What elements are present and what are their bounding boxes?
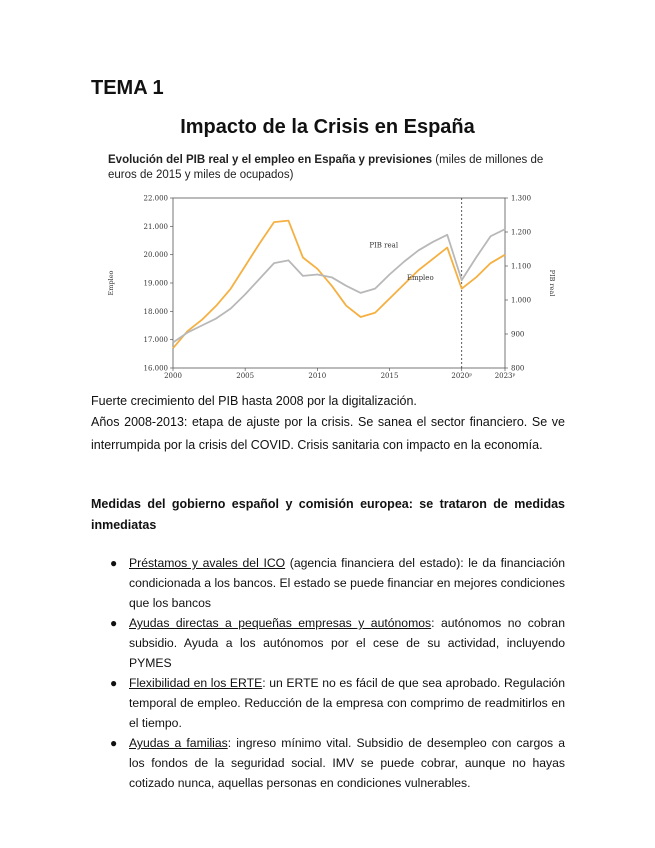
- bullet-icon: ●: [110, 616, 118, 630]
- measure-key: Ayudas a familias: [129, 736, 228, 750]
- y-left-tick-label: 17.000: [143, 336, 168, 345]
- chart-caption: [108, 153, 548, 183]
- y-left-axis-label: Empleo: [107, 270, 115, 296]
- measures-list: [91, 553, 565, 793]
- paragraph-1: Fuerte crecimiento del PIB hasta 2008 por la digitalización.: [91, 394, 417, 408]
- x-tick-label: 2000: [164, 372, 182, 380]
- chart-svg: [100, 188, 560, 383]
- measures-subheading: Medidas del gobierno español y comisión europea: se trataron de medidas inmediatas: [91, 497, 565, 532]
- series-line-pib-real: [173, 229, 505, 342]
- y-right-tick-label: 900: [511, 330, 525, 339]
- series-label-empleo: Empleo: [406, 274, 434, 283]
- y-right-tick-label: 1.200: [511, 228, 532, 237]
- y-left-tick-label: 18.000: [143, 307, 168, 316]
- x-tick-label: 2020ᵖ: [451, 372, 473, 380]
- list-item: [91, 553, 565, 613]
- x-tick-label: 2015: [380, 372, 399, 380]
- measure-text: (agencia financiera del estado): le da financiación condicionada a los bancos. El estado se puede financiar en mejores condiciones que los bancos: [129, 556, 565, 610]
- y-left-tick-label: 22.000: [143, 194, 168, 203]
- y-right-tick-label: 1.300: [511, 194, 532, 203]
- measure-key: Ayudas directas a pequeñas empresas y autónomos: [129, 616, 432, 630]
- page-title: Impacto de la Crisis en España: [180, 116, 475, 138]
- paragraph-2: Años 2008-2013: etapa de ajuste por la crisis. Se sanea el sector financiero. Se ve interrumpida por la crisis del COVID. Crisis sanitaria con impacto en la economía.: [91, 415, 565, 452]
- list-item: [91, 733, 565, 793]
- x-tick-label: 2010: [308, 372, 327, 380]
- measure-text: : un ERTE no es fácil de que sea aprobado. Regulación temporal de empleo. Reducción de la empresa con comprimo de readmitirlos en el tiempo.: [129, 676, 565, 730]
- measure-text: : autónomos no cobran subsidio. Ayuda a los autónomos por el cese de su actividad, incluyendo PYMES: [129, 616, 565, 670]
- gdp-employment-chart: [100, 188, 560, 388]
- bullet-icon: ●: [110, 736, 118, 750]
- y-right-tick-label: 1.000: [511, 296, 532, 305]
- chart-caption-normal: (miles de millones de euros de 2015 y miles de ocupados): [108, 154, 544, 181]
- measure-key: Flexibilidad en los ERTE: [129, 676, 263, 690]
- y-left-tick-label: 16.000: [143, 364, 168, 373]
- plot-frame: [173, 198, 505, 368]
- bullet-icon: ●: [110, 676, 118, 690]
- bullet-icon: ●: [110, 556, 118, 570]
- y-left-tick-label: 21.000: [143, 222, 168, 231]
- y-right-axis-label: PIB real: [548, 269, 556, 297]
- y-right-tick-label: 800: [511, 364, 525, 373]
- series-line-empleo: [173, 221, 505, 349]
- x-tick-label: 2005: [236, 372, 255, 380]
- series-label-pib-real: PIB real: [369, 241, 399, 250]
- measure-text: : ingreso mínimo vital. Subsidio de desempleo con cargos a los fondos de la seguridad social. IMV se puede cobrar, aunque no hayas cotizado nunca, aquellas personas en condiciones vulnerables.: [129, 736, 565, 790]
- chart-caption-bold: Evolución del PIB real y el empleo en España y previsiones: [108, 154, 433, 166]
- list-item: [91, 613, 565, 673]
- y-right-tick-label: 1.100: [511, 262, 532, 271]
- measure-key: Préstamos y avales del ICO: [129, 556, 286, 570]
- y-left-tick-label: 19.000: [143, 279, 168, 288]
- section-heading: TEMA 1: [91, 77, 164, 99]
- x-tick-label: 2023ᵖ: [494, 372, 516, 380]
- y-left-tick-label: 20.000: [143, 251, 168, 260]
- list-item: [91, 673, 565, 733]
